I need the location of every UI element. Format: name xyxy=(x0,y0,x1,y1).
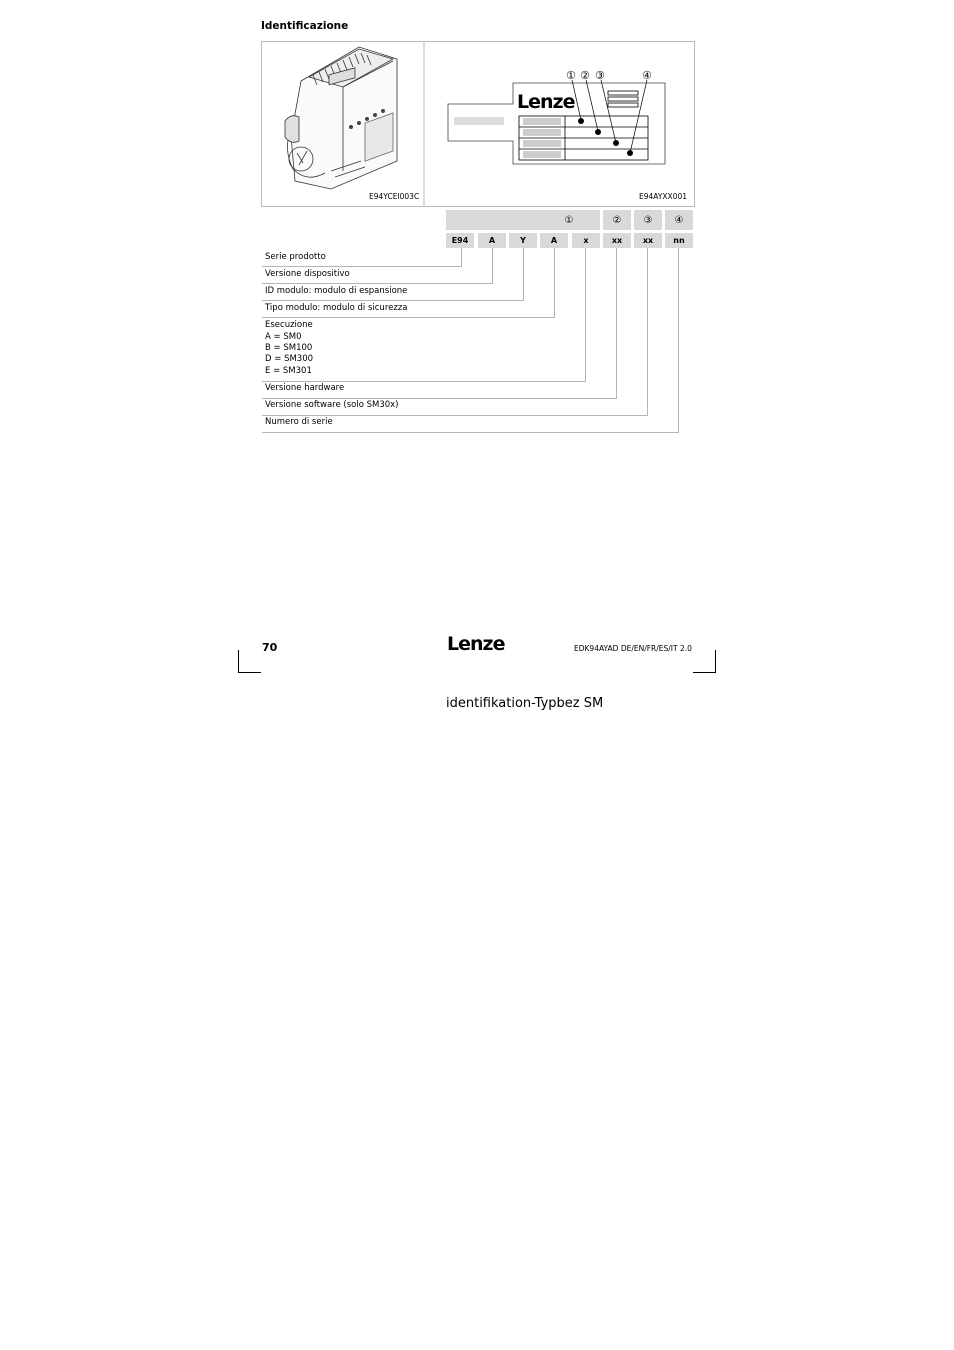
label-versione-hardware: Versione hardware xyxy=(265,383,345,393)
code-cell-xx2: xx xyxy=(634,233,662,248)
label-esecuzione-a: A = SM0 xyxy=(265,332,302,342)
left-figure-caption: E94YCEI003C xyxy=(369,192,420,201)
nameplate-marker-4: ④ xyxy=(642,69,652,82)
nameplate-marker-3: ③ xyxy=(595,69,605,82)
nameplate-logo: Lenze xyxy=(517,91,575,113)
label-esecuzione-b: B = SM100 xyxy=(265,343,313,353)
footer-logo: Lenze xyxy=(447,633,505,655)
label-id-modulo: ID modulo: modulo di espansione xyxy=(265,286,408,296)
code-cell-a1: A xyxy=(478,233,506,248)
document-code: EDK94AYAD DE/EN/FR/ES/IT 2.0 xyxy=(574,644,692,653)
label-versione-dispositivo: Versione dispositivo xyxy=(265,269,350,279)
code-cell-xx1: xx xyxy=(603,233,631,248)
label-tipo-modulo: Tipo modulo: modulo di sicurezza xyxy=(265,303,408,313)
header-marker-3: ③ xyxy=(634,210,662,230)
code-cell-y: Y xyxy=(509,233,537,248)
label-numero-di-serie: Numero di serie xyxy=(265,417,333,427)
nameplate-marker-1: ① xyxy=(566,69,576,82)
label-serie-prodotto: Serie prodotto xyxy=(265,252,326,262)
page-number: 70 xyxy=(262,641,278,654)
nameplate-marker-2: ② xyxy=(580,69,590,82)
image-caption: identifikation-Typbez SM xyxy=(446,696,604,711)
right-figure-caption: E94AYXX001 xyxy=(639,192,688,201)
label-esecuzione-d: D = SM300 xyxy=(265,354,314,364)
type-code-connectors xyxy=(0,0,954,450)
code-cell-nn: nn xyxy=(665,233,693,248)
header-marker-1: ① xyxy=(564,214,574,226)
header-marker-4: ④ xyxy=(665,210,693,230)
label-esecuzione-e: E = SM301 xyxy=(265,366,312,376)
label-versione-software: Versione software (solo SM30x) xyxy=(265,400,399,410)
header-marker-2: ② xyxy=(603,210,631,230)
crop-marks xyxy=(0,640,954,680)
label-esecuzione: Esecuzione xyxy=(265,320,313,330)
section-title: Identificazione xyxy=(261,20,349,32)
code-cell-x: x xyxy=(572,233,600,248)
code-cell-e94: E94 xyxy=(446,233,474,248)
code-cell-a2: A xyxy=(540,233,568,248)
